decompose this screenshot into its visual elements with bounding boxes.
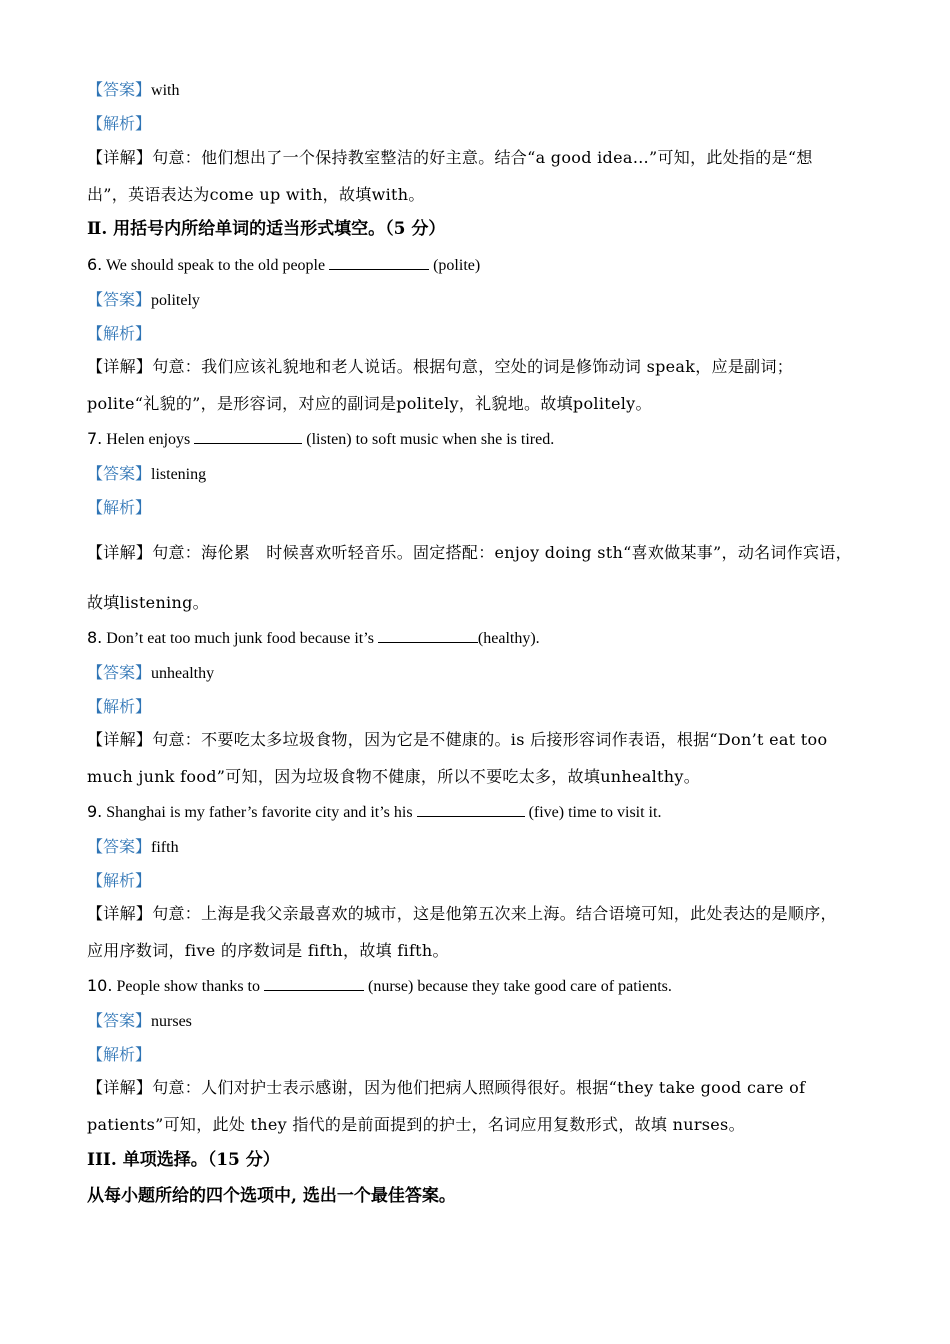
question-9 bbox=[87, 802, 661, 823]
answer-line-7 bbox=[87, 464, 206, 485]
answer-blank bbox=[264, 976, 364, 991]
question-text-before: Helen enjoys bbox=[106, 431, 191, 448]
detail-tag: 【详解】 bbox=[87, 1078, 153, 1097]
detail-line-9a bbox=[87, 904, 837, 924]
answer-blank bbox=[329, 255, 429, 270]
question-text-before: We should speak to the old people bbox=[105, 257, 326, 274]
answer-line-5 bbox=[87, 80, 179, 101]
question-text-before: People show thanks to bbox=[116, 978, 260, 995]
section-heading-3: III. 单项选择。（15 分） bbox=[87, 1150, 280, 1170]
answer-value: nurses bbox=[151, 1013, 192, 1030]
question-number: 10. bbox=[87, 976, 113, 995]
answer-tag: 【答案】 bbox=[87, 290, 152, 309]
question-text-after: (five) time to visit it. bbox=[528, 804, 662, 821]
answer-tag: 【答案】 bbox=[87, 80, 152, 99]
analysis-tag: 【解析】 bbox=[87, 1045, 152, 1064]
answer-tag: 【答案】 bbox=[87, 663, 152, 682]
answer-line-10 bbox=[87, 1011, 192, 1032]
analysis-tag: 【解析】 bbox=[87, 498, 152, 517]
detail-text: polite“礼貌的”，是形容词，对应的副词是politely，礼貌地。故填politely。 bbox=[87, 394, 652, 413]
question-number: 6. bbox=[87, 255, 103, 274]
question-text-before: Shanghai is my father’s favorite city and it’s his bbox=[106, 804, 413, 821]
detail-text: patients”可知，此处 they 指代的是前面提到的护士，名词应用复数形式，故填 nurses。 bbox=[87, 1115, 745, 1134]
answer-tag: 【答案】 bbox=[87, 464, 152, 483]
analysis-line-10 bbox=[87, 1045, 151, 1065]
question-text-after: (healthy). bbox=[477, 630, 540, 647]
question-7 bbox=[87, 429, 554, 450]
question-10 bbox=[87, 976, 672, 997]
detail-text: 句意：我们应该礼貌地和老人说话。根据句意，空处的词是修饰动词 speak，应是副词； bbox=[152, 357, 794, 376]
answer-blank bbox=[378, 628, 478, 643]
detail-tag: 【详解】 bbox=[87, 148, 153, 167]
detail-line-10b bbox=[87, 1115, 745, 1135]
analysis-tag: 【解析】 bbox=[87, 114, 152, 133]
answer-line-6 bbox=[87, 290, 200, 311]
answer-value: listening bbox=[151, 466, 207, 483]
question-text-after: (nurse) because they take good care of patients. bbox=[368, 978, 672, 995]
detail-line-5b bbox=[87, 185, 425, 205]
detail-text: 出”，英语表达为come up with，故填with。 bbox=[87, 185, 425, 204]
detail-line-10a bbox=[87, 1078, 805, 1098]
detail-text: 句意：人们对护士表示感谢，因为他们把病人照顾得很好。根据“they take good care of bbox=[152, 1078, 806, 1097]
answer-blank bbox=[417, 802, 525, 817]
question-number: 7. bbox=[87, 429, 103, 448]
answer-value: unhealthy bbox=[151, 665, 215, 682]
analysis-tag: 【解析】 bbox=[87, 871, 152, 890]
detail-text: 句意：他们想出了一个保持教室整洁的好主意。结合“a good idea…”可知，此处指的是“想 bbox=[152, 148, 813, 167]
detail-line-5a bbox=[87, 148, 813, 168]
analysis-line-9 bbox=[87, 871, 151, 891]
answer-value: fifth bbox=[151, 839, 179, 856]
detail-text: 句意：不要吃太多垃圾食物，因为它是不健康的。is 后接形容词作表语，根据“Don’t eat too bbox=[152, 730, 828, 749]
question-number: 9. bbox=[87, 802, 103, 821]
analysis-line-7 bbox=[87, 498, 151, 518]
detail-tag: 【详解】 bbox=[87, 904, 153, 923]
answer-value: with bbox=[151, 82, 180, 99]
question-text-before: Don’t eat too much junk food because it’s bbox=[106, 630, 374, 647]
analysis-line-5 bbox=[87, 114, 151, 134]
question-text-after: (listen) to soft music when she is tired. bbox=[306, 431, 555, 448]
detail-line-6b bbox=[87, 394, 652, 414]
detail-line-8a bbox=[87, 730, 827, 750]
detail-line-7a bbox=[87, 543, 852, 563]
answer-blank bbox=[194, 429, 302, 444]
section-instruction-3: 从每小题所给的四个选项中, 选出一个最佳答案。 bbox=[87, 1186, 456, 1206]
detail-tag: 【详解】 bbox=[87, 543, 153, 562]
analysis-tag: 【解析】 bbox=[87, 324, 152, 343]
answer-line-9 bbox=[87, 837, 179, 858]
analysis-tag: 【解析】 bbox=[87, 697, 152, 716]
detail-line-8b bbox=[87, 767, 700, 787]
detail-line-7b bbox=[87, 593, 209, 613]
question-8 bbox=[87, 628, 540, 649]
question-number: 8. bbox=[87, 628, 103, 647]
detail-text: 应用序数词，five 的序数词是 fifth，故填 fifth。 bbox=[87, 941, 449, 960]
answer-value: politely bbox=[151, 292, 200, 309]
answer-line-8 bbox=[87, 663, 214, 684]
section-heading-2: Ⅱ. 用括号内所给单词的适当形式填空。（5 分） bbox=[87, 219, 446, 239]
detail-text: 句意：海伦累 时候喜欢听轻音乐。固定搭配：enjoy doing sth“喜欢做某事”，动名词作宾语， bbox=[152, 543, 852, 562]
answer-tag: 【答案】 bbox=[87, 1011, 152, 1030]
detail-line-6a bbox=[87, 357, 793, 377]
question-6 bbox=[87, 255, 480, 276]
answer-tag: 【答案】 bbox=[87, 837, 152, 856]
question-text-after: (polite) bbox=[433, 257, 481, 274]
detail-text: 句意：上海是我父亲最喜欢的城市，这是他第五次来上海。结合语境可知，此处表达的是顺序， bbox=[152, 904, 837, 923]
analysis-line-6 bbox=[87, 324, 151, 344]
detail-tag: 【详解】 bbox=[87, 730, 153, 749]
detail-text: 故填listening。 bbox=[87, 593, 209, 612]
detail-text: much junk food”可知，因为垃圾食物不健康，所以不要吃太多，故填unhealthy。 bbox=[87, 767, 701, 786]
detail-line-9b bbox=[87, 941, 449, 961]
analysis-line-8 bbox=[87, 697, 151, 717]
detail-tag: 【详解】 bbox=[87, 357, 153, 376]
